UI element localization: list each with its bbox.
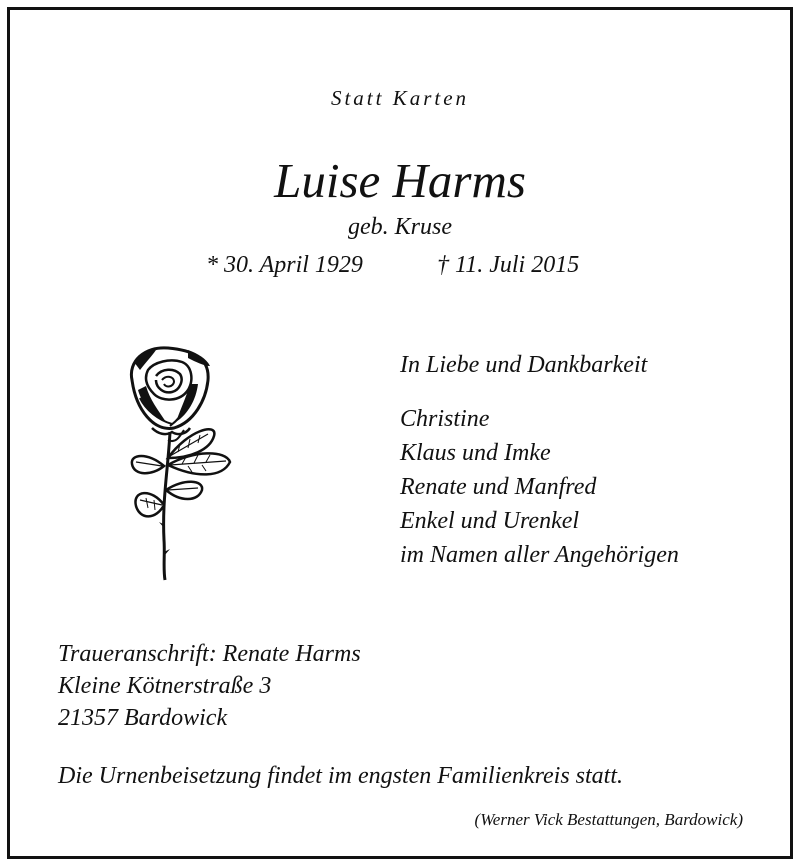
mourner-name: Christine [400, 406, 490, 432]
mourner-name: Enkel und Urenkel [400, 508, 580, 534]
address-line: Kleine Kötnerstraße 3 [58, 673, 272, 699]
address-line: 21357 Bardowick [58, 705, 228, 731]
maiden-name: geb. Kruse [348, 214, 452, 240]
birth-date: * 30. April 1929 [206, 252, 363, 278]
address-line: Traueranschrift: Renate Harms [58, 641, 361, 667]
mourning-address [58, 638, 361, 734]
rose-icon [118, 340, 238, 585]
mourners-list [400, 402, 679, 572]
burial-notice: Die Urnenbeisetzung findet im engsten Familienkreis statt. [58, 763, 624, 789]
mourner-name: im Namen aller Angehörigen [400, 542, 679, 568]
mourner-name: Renate und Manfred [400, 474, 597, 500]
death-date: † 11. Juli 2015 [437, 252, 580, 278]
mourner-name: Klaus und Imke [400, 440, 551, 466]
pre-title: Statt Karten [330, 86, 470, 110]
deceased-name: Luise Harms [274, 153, 526, 208]
dedication: In Liebe und Dankbarkeit [400, 352, 648, 378]
undertaker-credit: (Werner Vick Bestattungen, Bardowick) [474, 810, 743, 829]
